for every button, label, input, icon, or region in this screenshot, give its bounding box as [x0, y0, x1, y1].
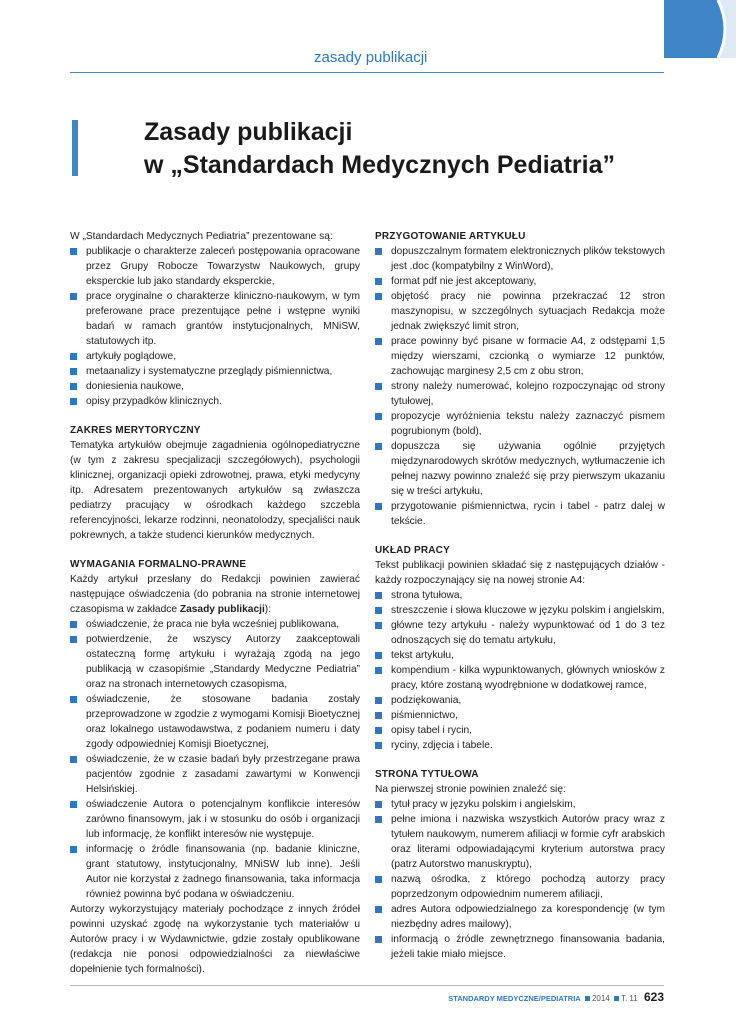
list-item-text: główne tezy artykułu - należy wypunktować od 1 do 3 tez odnoszących się do tematu artykułu, — [391, 620, 665, 646]
list-item-text: dopuszcza się używania ogólnie przyjętych międzynarodowych skrótów medycznych, wytłumaczenie ich pełnej nazwy powinno znaleźć się przy pierwszym ukazaniu się w treści artykułu, — [391, 441, 665, 497]
list-item — [70, 632, 360, 692]
footer-volume: T. 11 — [620, 994, 638, 1003]
square-bullet-icon — [375, 727, 382, 734]
list-item — [375, 648, 665, 663]
list-item-text: publikacje o charakterze zaleceń postępowania opracowane przez Grupy Robocze Towarzystw Naukowych, grupy eksperckie lub jako standardy eksperckie, — [86, 246, 360, 287]
prep-list — [375, 244, 665, 529]
list-item-text: tekst artykułu, — [391, 650, 454, 661]
list-item-text: streszczenie i słowa kluczowe w języku polskim i angielskim, — [391, 605, 665, 616]
formal-list — [70, 617, 360, 902]
list-item-text: prace oryginalne o charakterze kliniczno-naukowym, w tym preferowane prace prezentujące pełne i wstępne wyniki badań w ramach grantów instytucjonalnych, MNiSW, statutowych itp. — [86, 291, 360, 347]
formal-intro — [70, 572, 360, 617]
square-bullet-icon — [70, 368, 77, 375]
title-accent-bar — [72, 120, 78, 176]
list-item-text: doniesienia naukowe, — [86, 381, 184, 392]
footer-square-icon — [585, 996, 590, 1001]
list-item-text: strony należy numerować, kolejno rozpoczynając od strony tytułowej, — [391, 381, 665, 407]
square-bullet-icon — [70, 383, 77, 390]
list-item — [375, 708, 665, 723]
list-item-text: przygotowanie piśmiennictwa, rycin i tabel - patrz dalej w tekście. — [391, 501, 665, 527]
layout-heading: UKŁAD PRACY — [375, 545, 450, 556]
list-item — [375, 872, 665, 902]
list-item — [70, 797, 360, 842]
square-bullet-icon — [375, 652, 382, 659]
list-item — [375, 334, 665, 379]
list-item-text: piśmiennictwo, — [391, 710, 458, 721]
list-item-text: artykuły poglądowe, — [86, 351, 177, 362]
square-bullet-icon — [375, 697, 382, 704]
title-page-intro: Na pierwszej stronie powinien znaleźć się: — [375, 784, 566, 795]
square-bullet-icon — [70, 801, 77, 808]
square-bullet-icon — [70, 293, 77, 300]
list-item — [375, 439, 665, 499]
list-item-text: nazwą ośrodka, z którego pochodzą autorzy pracy poprzedzonym odpowiednim numerem afiliacji, — [391, 874, 665, 900]
list-item — [375, 588, 665, 603]
formal-intro-text: Każdy artykuł przesłany do Redakcji powinien zawierać następujące oświadczenia (do pobrania na stronie internetowej czasopisma w zakładce — [70, 574, 360, 615]
square-bullet-icon — [70, 398, 77, 405]
square-bullet-icon — [375, 816, 382, 823]
list-item — [375, 618, 665, 648]
square-bullet-icon — [375, 936, 382, 943]
list-item-text: potwierdzenie, że wszyscy Autorzy zaakceptowali ostateczną formę artykułu i wyrażają zgodą na jego publikacją w czasopiśmie „Standardy Medyczne Pediatria” oraz na stronach internetowych czasopisma, — [86, 634, 360, 690]
list-item — [375, 812, 665, 872]
title-page-heading: STRONA TYTUŁOWA — [375, 769, 479, 780]
list-item — [70, 244, 360, 289]
list-item — [375, 663, 665, 693]
list-item — [70, 349, 360, 364]
square-bullet-icon — [375, 443, 382, 450]
list-item-text: kompendium - kilka wypunktowanych, głównych wniosków z pracy, które zostaną wyodrębnione w dodatkowej ramce, — [391, 665, 665, 691]
square-bullet-icon — [375, 293, 382, 300]
list-item — [375, 932, 665, 962]
square-bullet-icon — [375, 906, 382, 913]
list-item — [70, 842, 360, 902]
square-bullet-icon — [375, 413, 382, 420]
formal-heading: WYMAGANIA FORMALNO-PRAWNE — [70, 559, 247, 570]
list-item — [70, 364, 360, 379]
list-item — [375, 902, 665, 932]
list-item-text: oświadczenie Autora o potencjalnym konflikcie interesów zarówno finansowym, jak i w stosunku do osób i organizacji lub informację, że konflikt interesów nie występuje. — [86, 799, 360, 840]
list-item — [375, 244, 665, 274]
formal-intro-end: ): — [264, 604, 272, 615]
list-item — [375, 723, 665, 738]
square-bullet-icon — [375, 801, 382, 808]
list-item — [70, 289, 360, 349]
list-item-text: metaanalizy i systematyczne przeglądy piśmiennictwa, — [86, 366, 333, 377]
square-bullet-icon — [375, 712, 382, 719]
list-item — [375, 738, 665, 753]
formal-closing: Autorzy wykorzystujący materiały pochodzące z innych źródeł powinni uzyskać zgodę na wykorzystanie tych materiałów u Autorów pracy i w Wydawnictwie, gdzie zostały opublikowane (redakcja nie ponosi odpowiedzialności za niewłaściwe dopełnienie tych formalności). — [70, 904, 360, 975]
footer-rule — [70, 985, 664, 986]
formal-intro-bold: Zasady publikacji — [179, 604, 265, 615]
list-item — [70, 379, 360, 394]
square-bullet-icon — [375, 607, 382, 614]
intro-text: W „Standardach Medycznych Pediatria” prezentowane są: — [70, 231, 333, 242]
list-item-text: tytuł pracy w języku polskim i angielskim, — [391, 799, 576, 810]
list-item — [375, 409, 665, 439]
square-bullet-icon — [70, 248, 77, 255]
header-rule — [70, 72, 664, 73]
list-item — [375, 693, 665, 708]
square-bullet-icon — [70, 696, 77, 703]
list-item — [375, 289, 665, 334]
list-item-text: pełne imiona i nazwiska wszystkich Autorów pracy wraz z tytułem naukowym, numerem afiliacji w formie cyfr arabskich oraz literami odpowiadającymi kryterium autorstwa pracy (patrz Autorstwo manuskryptu), — [391, 814, 665, 870]
list-item-text: objętość pracy nie powinna przekraczać 12 stron maszynopisu, w szczególnych sytuacjach Redakcja może jednak zwiększyć limit stron, — [391, 291, 665, 332]
footer-square-icon — [614, 996, 619, 1001]
square-bullet-icon — [375, 742, 382, 749]
list-item — [375, 379, 665, 409]
square-bullet-icon — [70, 621, 77, 628]
square-bullet-icon — [70, 353, 77, 360]
list-item — [375, 499, 665, 529]
title-line-2: w „Standardach Medycznych Pediatria” — [144, 151, 615, 179]
page-title — [144, 116, 615, 182]
layout-list — [375, 588, 665, 753]
list-item-text: opisy przypadków klinicznych. — [86, 396, 222, 407]
prep-heading: PRZYGOTOWANIE ARTYKUŁU — [375, 231, 526, 242]
footer — [448, 990, 664, 1004]
square-bullet-icon — [375, 876, 382, 883]
title-line-1: Zasady publikacji — [144, 118, 353, 146]
page-number: 623 — [643, 990, 664, 1004]
list-item-text: opisy tabel i rycin, — [391, 725, 472, 736]
square-bullet-icon — [375, 622, 382, 629]
section-label: zasady publikacji — [314, 49, 428, 66]
intro-list — [70, 244, 360, 409]
right-column — [375, 229, 665, 962]
list-item-text: informacją o źródle zewnętrznego finansowania badania, jeżeli takie miało miejsce. — [391, 934, 665, 960]
layout-intro: Tekst publikacji powinien składać się z następujących działów - każdy rozpoczynający się na nowej stronie A4: — [375, 560, 665, 586]
title-page-list — [375, 797, 665, 962]
list-item-text: format pdf nie jest akceptowany, — [391, 276, 537, 287]
list-item — [70, 617, 360, 632]
list-item — [375, 274, 665, 289]
square-bullet-icon — [375, 278, 382, 285]
square-bullet-icon — [70, 846, 77, 853]
list-item-text: oświadczenie, że w czasie badań były przestrzegane prawa pacjentów zgodnie z zasadami zawartymi w Konwencji Helsińskiej. — [86, 754, 360, 795]
list-item-text: oświadczenie, że praca nie była wcześniej publikowana, — [86, 619, 340, 630]
list-item — [70, 752, 360, 797]
list-item — [375, 797, 665, 812]
square-bullet-icon — [375, 248, 382, 255]
list-item-text: informację o źródle finansowania (np. badanie kliniczne, grant statutowy, instytucjonalny, MNiSW lub inne). Jeśli Autor nie korzystał z żadnego finansowania, taka informacja również powinna być podana w oświadczeniu. — [86, 844, 360, 900]
left-column — [70, 229, 360, 977]
list-item — [375, 603, 665, 618]
square-bullet-icon — [70, 756, 77, 763]
list-item-text: propozycje wyróżnienia tekstu należy zaznaczyć pismem pogrubionym (bold), — [391, 411, 665, 437]
footer-year: 2014 — [591, 994, 610, 1003]
list-item — [70, 692, 360, 752]
scope-text: Tematyka artykułów obejmuje zagadnienia ogólnopediatryczne (w tym z zakresu specjalizacji szczegółowych), psychologii klinicznej, organizacji opieki zdrowotnej, prawa, etyki medycyny itp. Adresatem prezentowanych artykułów są zwłaszcza pediatrzy pracujący w ośrodkach każdego szczebla referencyjności, lekarze rodzinni, neonatolodzy, specjaliści nauk pokrewnych, a także studenci kierunków medycznych. — [70, 440, 360, 541]
list-item-text: podziękowania, — [391, 695, 462, 706]
list-item-text: ryciny, zdjęcia i tabele. — [391, 740, 493, 751]
list-item — [70, 394, 360, 409]
square-bullet-icon — [375, 383, 382, 390]
square-bullet-icon — [375, 667, 382, 674]
square-bullet-icon — [70, 636, 77, 643]
list-item-text: prace powinny być pisane w formacie A4, z odstępami 1,5 między wierszami, czcionką o wymiarze 12 punktów, zachowując marginesy 2,5 cm z obu stron, — [391, 336, 665, 377]
list-item-text: strona tytułowa, — [391, 590, 463, 601]
corner-curve-decoration — [704, 0, 736, 58]
list-item-text: dopuszczalnym formatem elektronicznych plików tekstowych jest .doc (kompatybilny z WinWord), — [391, 246, 665, 272]
scope-heading: ZAKRES MERYTORYCZNY — [70, 425, 201, 436]
square-bullet-icon — [375, 592, 382, 599]
list-item-text: oświadczenie, że stosowane badania zostały przeprowadzone w zgodzie z wymogami Komisji Bioetycznej oraz lokalnego ustawodawstwa, z podaniem numeru i daty zgody odpowiedniej Komisji Bioetycznej, — [86, 694, 360, 750]
square-bullet-icon — [375, 338, 382, 345]
square-bullet-icon — [375, 503, 382, 510]
footer-journal: STANDARDY MEDYCZNE/PEDIATRIA — [448, 994, 581, 1003]
list-item-text: adres Autora odpowiedzialnego za korespondencję (w tym niezbędny adres mailowy), — [391, 904, 665, 930]
